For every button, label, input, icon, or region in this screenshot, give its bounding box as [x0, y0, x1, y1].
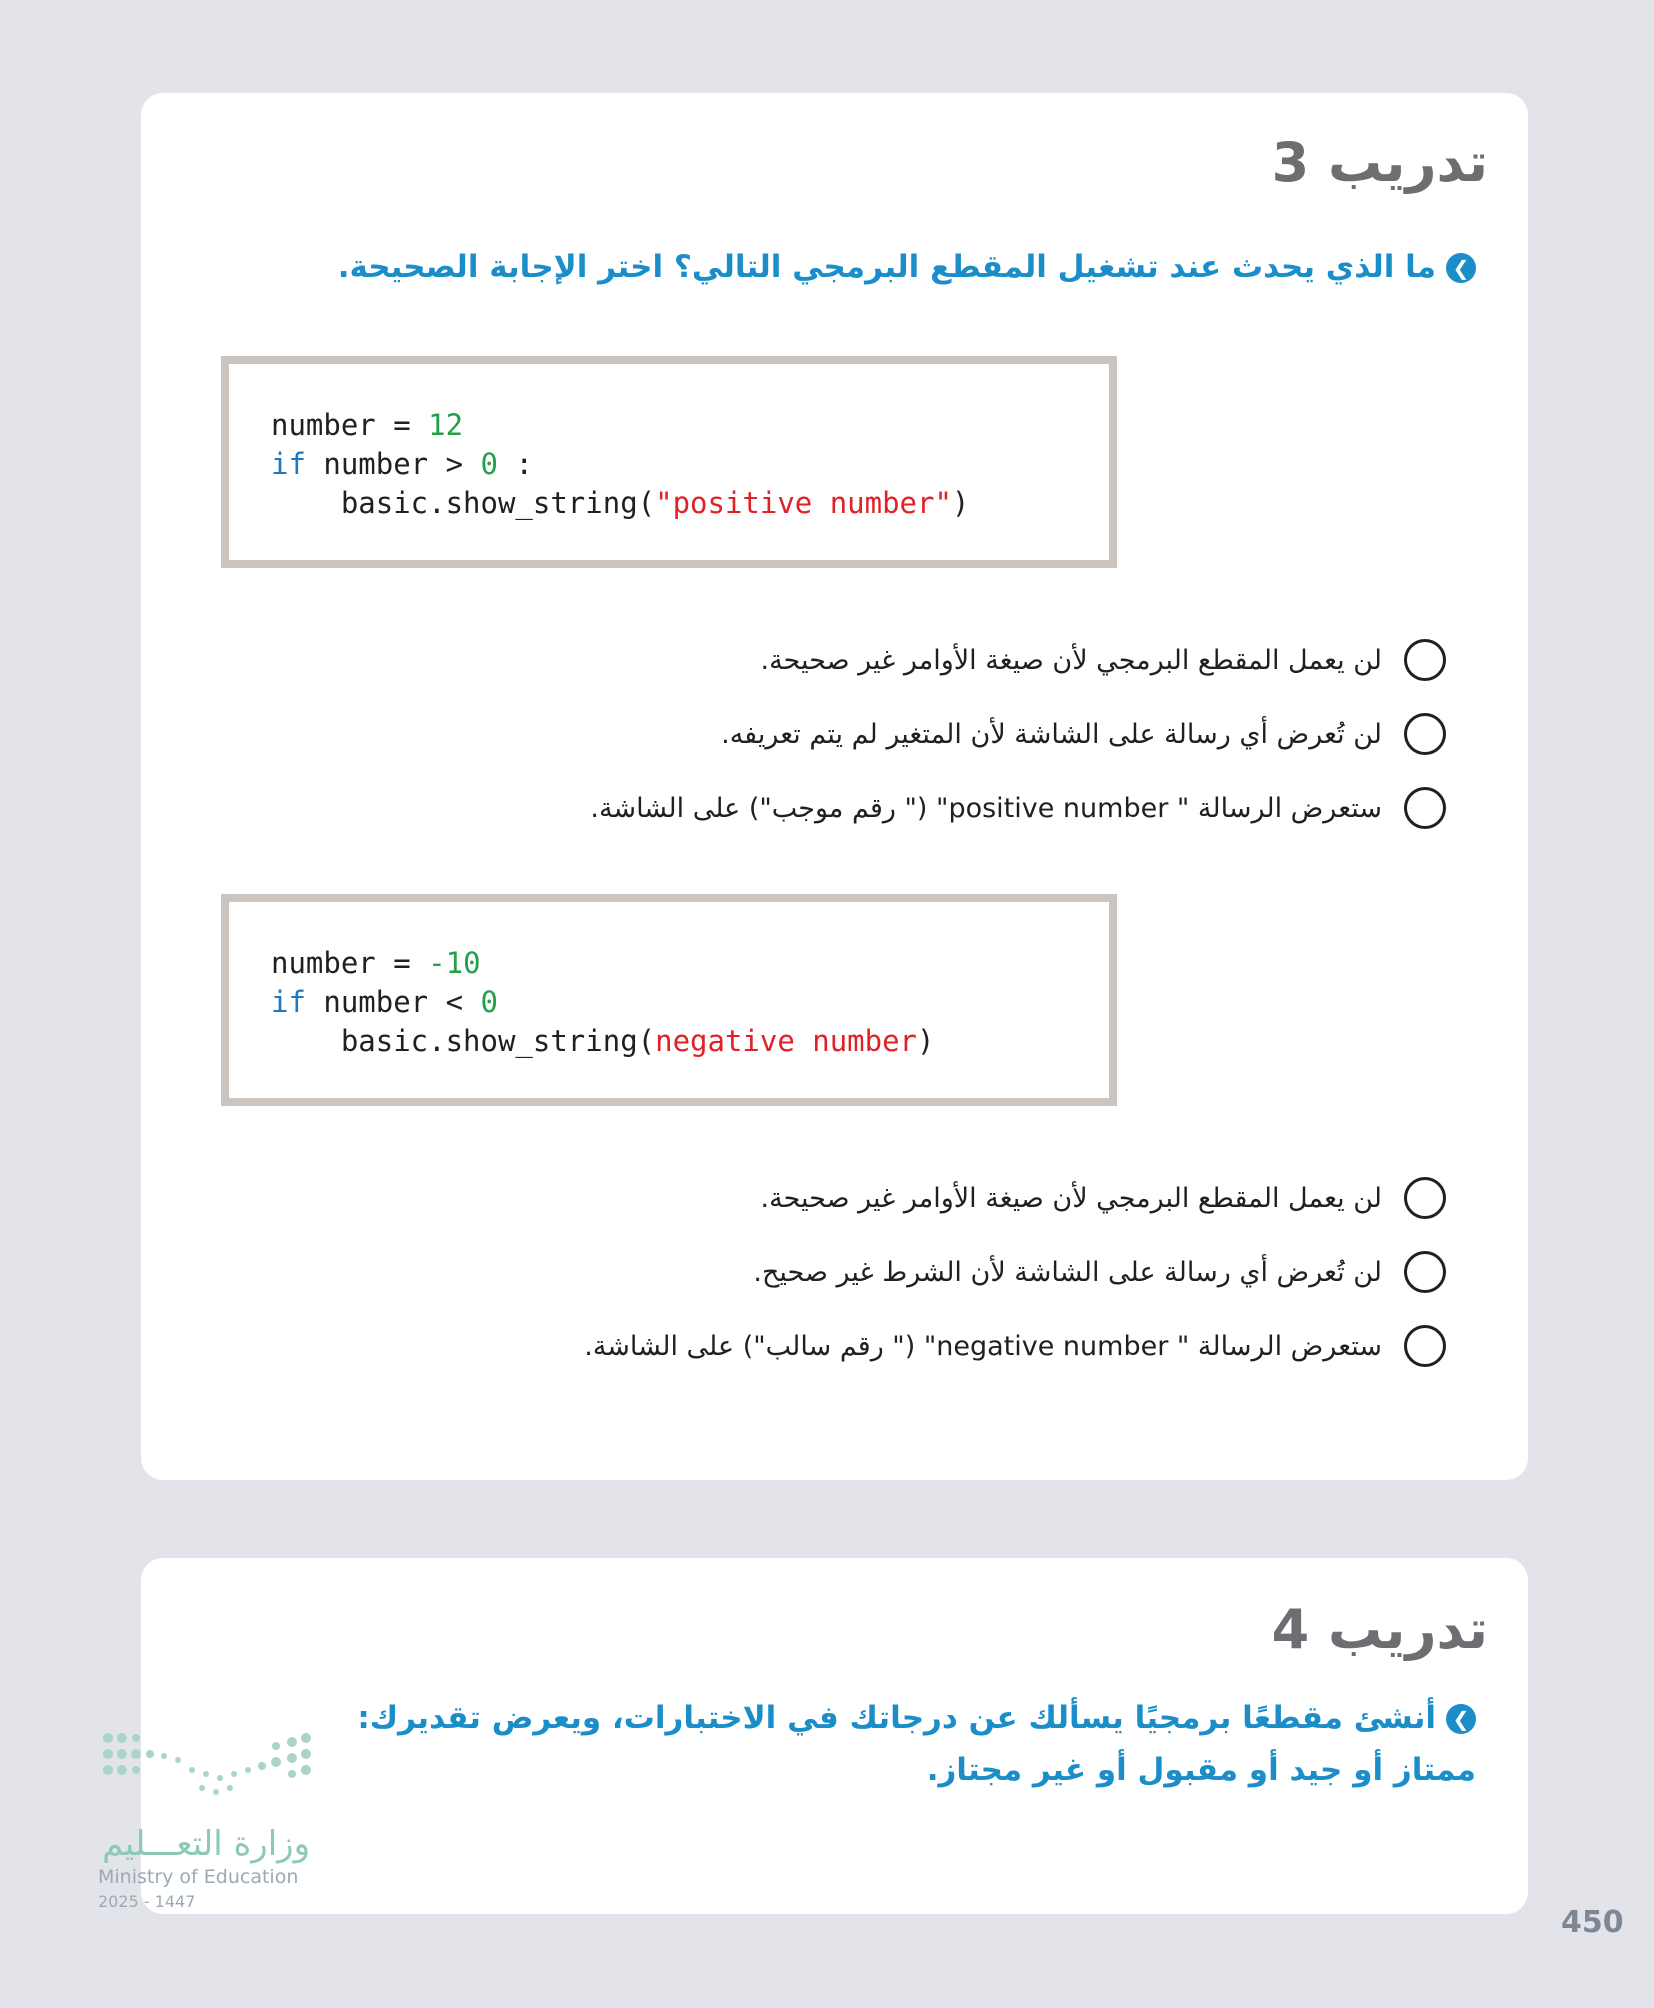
code-token: basic.show_string( [271, 486, 656, 520]
exercise-4-question-text: أنشئ مقطعًا برمجيًا يسألك عن درجاتك في الاختبارات، ويعرض تقديرك: ممتاز أو جيد أو مقبول أو غير مجتاز. [357, 1700, 1476, 1788]
answer-option[interactable] [446, 623, 1446, 697]
ministry-logo [96, 1726, 326, 1916]
answer-options-2 [446, 1161, 1446, 1383]
code-token: number [271, 408, 376, 442]
answer-option-label: ستعرض الرسالة " negative number" (" رقم سالب") على الشاشة. [584, 1330, 1382, 1362]
answer-option[interactable] [446, 1309, 1446, 1383]
exercise-3-question-text: ما الذي يحدث عند تشغيل المقطع البرمجي التالي؟ اختر الإجابة الصحيحة. [337, 249, 1436, 285]
radio-circle-icon[interactable] [1404, 1251, 1446, 1293]
answer-options-1 [446, 623, 1446, 845]
answer-option-label: لن يعمل المقطع البرمجي لأن صيغة الأوامر غير صحيحة. [760, 644, 1382, 676]
exercise-4-card [141, 1558, 1528, 1914]
exercise-4-title: تدريب 4 [1271, 1598, 1488, 1661]
page-number: 450 [1561, 1905, 1624, 1940]
chevron-bullet-icon: ❯ [1446, 1704, 1476, 1734]
code-string: negative number [655, 1024, 918, 1058]
code-token: : [498, 447, 533, 481]
radio-circle-icon[interactable] [1404, 787, 1446, 829]
code-block-1 [221, 356, 1117, 568]
code-block-2-text [271, 944, 934, 1061]
radio-circle-icon[interactable] [1404, 1325, 1446, 1367]
ministry-logo-year: 2025 - 1447 [98, 1892, 196, 1911]
code-number: 0 [480, 447, 498, 481]
code-number: -10 [428, 946, 481, 980]
chevron-bullet-icon: ❯ [1446, 253, 1476, 283]
exercise-3-card [141, 93, 1528, 1480]
code-block-2 [221, 894, 1117, 1106]
code-number: 12 [428, 408, 464, 442]
code-token: number > [305, 447, 481, 481]
radio-circle-icon[interactable] [1404, 639, 1446, 681]
answer-option-label: لن يعمل المقطع البرمجي لأن صيغة الأوامر غير صحيحة. [760, 1182, 1382, 1214]
code-keyword: if [271, 985, 306, 1019]
code-number: 0 [480, 985, 498, 1019]
answer-option[interactable] [446, 1161, 1446, 1235]
answer-option-label: لن تُعرض أي رسالة على الشاشة لأن المتغير لم يتم تعريفه. [721, 718, 1382, 750]
code-token: number < [305, 985, 481, 1019]
ministry-logo-english: Ministry of Education [98, 1866, 299, 1888]
answer-option-label: ستعرض الرسالة " positive number" (" رقم موجب") على الشاشة. [590, 792, 1382, 824]
code-token: = [375, 408, 429, 442]
answer-option-label: لن تُعرض أي رسالة على الشاشة لأن الشرط غير صحيح. [753, 1256, 1382, 1288]
exercise-4-question [286, 1692, 1476, 1796]
answer-option[interactable] [446, 1235, 1446, 1309]
code-token: ) [951, 486, 970, 520]
code-string: "positive number" [655, 486, 952, 520]
radio-circle-icon[interactable] [1404, 713, 1446, 755]
exercise-3-question [338, 241, 1476, 293]
answer-option[interactable] [446, 697, 1446, 771]
code-keyword: if [271, 447, 306, 481]
ministry-logo-dots-icon [96, 1726, 316, 1816]
radio-circle-icon[interactable] [1404, 1177, 1446, 1219]
ministry-logo-arabic: وزارة التعـــليم [102, 1824, 310, 1864]
code-token: ) [917, 1024, 935, 1058]
answer-option[interactable] [446, 771, 1446, 845]
code-block-1-text [271, 406, 969, 523]
code-token: number [271, 946, 376, 980]
code-token: basic.show_string( [271, 1024, 656, 1058]
code-token: = [375, 946, 429, 980]
exercise-3-title: تدريب 3 [1271, 131, 1488, 194]
